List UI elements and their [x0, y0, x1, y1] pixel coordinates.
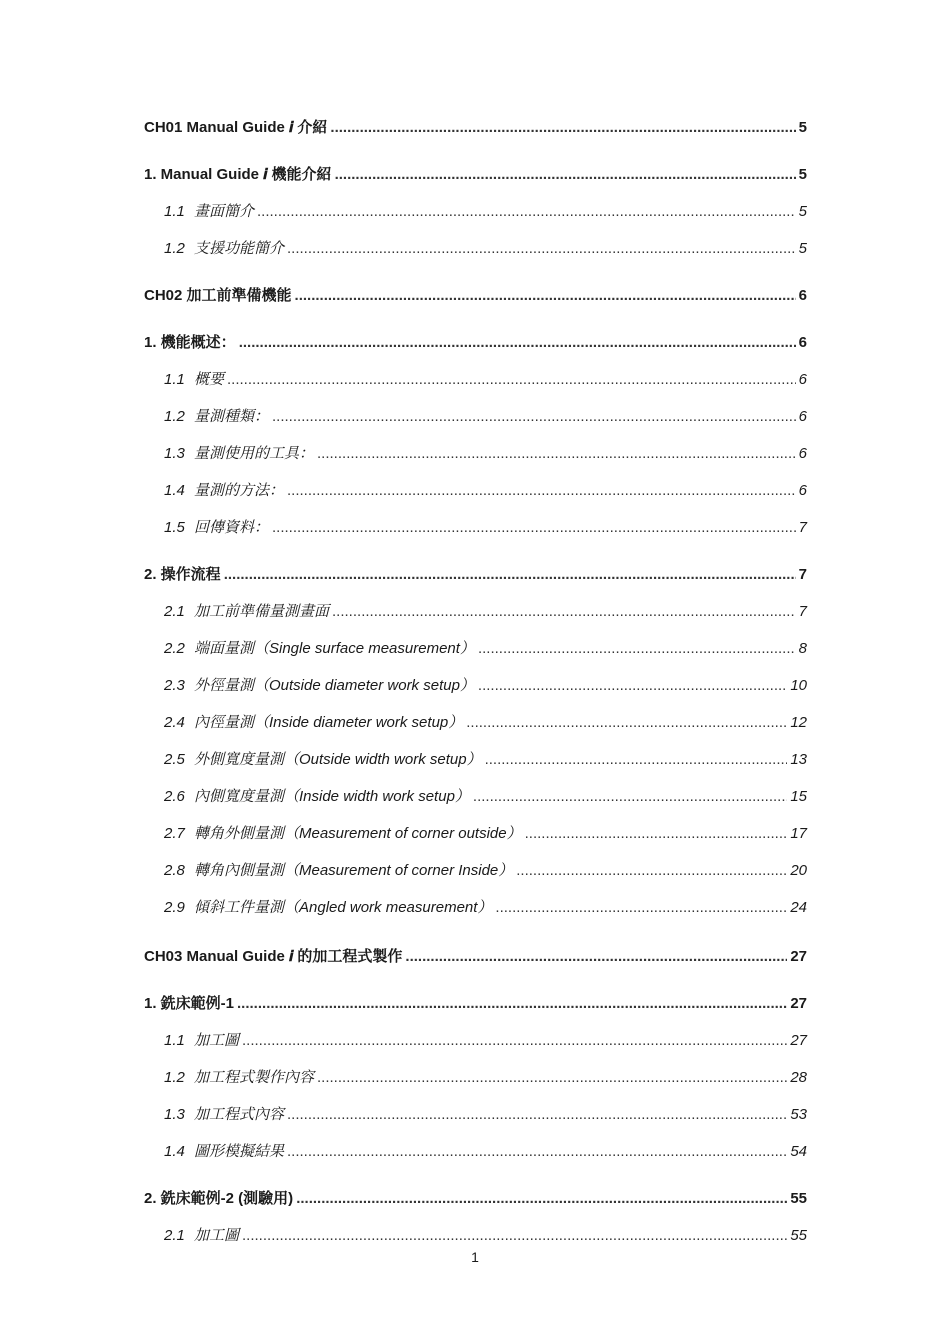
- toc-leader-dots: [478, 677, 787, 694]
- toc-section-entry[interactable]: [164, 1066, 807, 1087]
- toc-section-entry[interactable]: [164, 1029, 807, 1050]
- toc-entry-title: 加工圖: [194, 1032, 240, 1049]
- toc-entry-number: 1.2: [164, 240, 185, 257]
- toc-entry-page: 54: [790, 1143, 807, 1160]
- toc-section-entry[interactable]: [164, 896, 807, 917]
- toc-leader-dots: [317, 1069, 787, 1086]
- toc-leader-dots: [516, 862, 787, 879]
- toc-entry-page: 6: [798, 482, 807, 499]
- toc-entry-title: CH03 Manual Guide 𝒊 的加工程式製作: [144, 948, 403, 965]
- toc-section-entry[interactable]: [164, 1140, 807, 1161]
- toc-entry-title: 加工程式製作內容: [194, 1069, 315, 1086]
- toc-entry-number: 1.3: [164, 445, 185, 462]
- toc-leader-dots: [473, 788, 787, 805]
- toc-leader-dots: [317, 445, 796, 462]
- toc-leader-dots: [239, 334, 796, 351]
- toc-entry-page: 5: [798, 166, 807, 183]
- toc-section-entry[interactable]: [164, 674, 807, 695]
- toc-section-entry[interactable]: [164, 1224, 807, 1245]
- toc-entry-title: 加工前準備量測畫面: [194, 603, 330, 620]
- toc-leader-dots: [295, 287, 796, 304]
- toc-entry-page: 5: [798, 119, 807, 136]
- toc-entry-title: 回傳資料：: [194, 519, 270, 536]
- toc-section-entry[interactable]: [164, 1103, 807, 1124]
- toc-entry-number: 2.8: [164, 862, 185, 879]
- toc-leader-dots: [242, 1227, 787, 1244]
- toc-entry-page: 8: [798, 640, 807, 657]
- toc-entry-page: 6: [798, 287, 807, 304]
- toc-section-entry[interactable]: [164, 748, 807, 769]
- toc-section-entry[interactable]: [164, 600, 807, 621]
- toc-entry-page: 27: [790, 995, 807, 1012]
- toc-entry-title: 圖形模擬結果: [194, 1143, 285, 1160]
- toc-section-entry[interactable]: [164, 237, 807, 258]
- toc-leader-dots: [227, 371, 796, 388]
- toc-entry-title: 端面量測（Single surface measurement）: [194, 640, 475, 657]
- toc-entry-page: 20: [790, 862, 807, 879]
- toc-entry-title: 加工圖: [194, 1227, 240, 1244]
- toc-leader-dots: [242, 1032, 787, 1049]
- toc-entry-number: 1.1: [164, 203, 185, 220]
- toc-entry-title: 外側寬度量測（Outside width work setup）: [194, 751, 482, 768]
- toc-entry-number: 2.1: [164, 1227, 185, 1244]
- toc-entry-number: 1.1: [164, 1032, 185, 1049]
- toc-section-entry[interactable]: [164, 822, 807, 843]
- toc-entry-number: 1.4: [164, 482, 185, 499]
- toc-chapter-entry[interactable]: [144, 992, 807, 1013]
- toc-leader-dots: [272, 408, 796, 425]
- toc-chapter-entry[interactable]: [144, 284, 807, 305]
- toc-entry-page: 5: [798, 203, 807, 220]
- toc-leader-dots: [478, 640, 796, 657]
- toc-entry-page: 55: [790, 1227, 807, 1244]
- toc-entry-page: 10: [790, 677, 807, 694]
- toc-chapter-entry[interactable]: [144, 563, 807, 584]
- toc-entry-number: 1.2: [164, 408, 185, 425]
- toc-entry-number: 2.9: [164, 899, 185, 916]
- toc-section-entry[interactable]: [164, 442, 807, 463]
- toc-entry-page: 55: [790, 1190, 807, 1207]
- page-number: 1: [471, 1249, 479, 1265]
- toc-entry-title: 量測種類：: [194, 408, 270, 425]
- toc-entry-title: 1. 機能概述：: [144, 334, 236, 351]
- toc-leader-dots: [330, 119, 795, 136]
- toc-entry-title: 2. 操作流程: [144, 566, 221, 583]
- toc-entry-page: 7: [798, 566, 807, 583]
- toc-section-entry[interactable]: [164, 785, 807, 806]
- toc-entry-page: 27: [790, 1032, 807, 1049]
- toc-entry-title: 支援功能簡介: [194, 240, 285, 257]
- toc-entry-number: 2.4: [164, 714, 185, 731]
- toc-entry-title: 傾斜工件量測（Angled work measurement）: [194, 899, 493, 916]
- toc-entry-number: 2.6: [164, 788, 185, 805]
- toc-entry-page: 6: [798, 445, 807, 462]
- toc-entry-page: 7: [798, 519, 807, 536]
- toc-entry-page: 6: [798, 408, 807, 425]
- toc-entry-title: 量測使用的工具：: [194, 445, 315, 462]
- toc-entry-title: 內側寬度量測（Inside width work setup）: [194, 788, 470, 805]
- toc-entry-page: 17: [790, 825, 807, 842]
- toc-entry-title: 1. Manual Guide 𝒊 機能介紹: [144, 166, 332, 183]
- toc-entry-number: 1.3: [164, 1106, 185, 1123]
- toc-leader-dots: [495, 899, 787, 916]
- toc-entry-page: 7: [798, 603, 807, 620]
- toc-entry-title: 1. 銑床範例-1: [144, 995, 235, 1012]
- toc-entry-page: 12: [790, 714, 807, 731]
- toc-entry-title: 畫面簡介: [194, 203, 255, 220]
- toc-leader-dots: [332, 603, 796, 620]
- toc-entry-page: 28: [790, 1069, 807, 1086]
- toc-leader-dots: [287, 482, 796, 499]
- toc-leader-dots: [335, 166, 796, 183]
- toc-leader-dots: [287, 1143, 787, 1160]
- toc-entry-title: 外徑量測（Outside diameter work setup）: [194, 677, 475, 694]
- toc-entry-page: 53: [790, 1106, 807, 1123]
- toc-entry-page: 15: [790, 788, 807, 805]
- toc-leader-dots: [405, 948, 787, 965]
- toc-section-entry[interactable]: [164, 637, 807, 658]
- toc-leader-dots: [525, 825, 788, 842]
- toc-entry-page: 24: [790, 899, 807, 916]
- toc-chapter-entry[interactable]: [144, 945, 807, 966]
- toc-leader-dots: [485, 751, 788, 768]
- toc-entry-title: CH01 Manual Guide 𝒊 介紹: [144, 119, 328, 136]
- toc-entry-page: 13: [790, 751, 807, 768]
- toc-leader-dots: [237, 995, 787, 1012]
- toc-entry-page: 5: [798, 240, 807, 257]
- toc-section-entry[interactable]: [164, 200, 807, 221]
- toc-entry-title: 量測的方法：: [194, 482, 285, 499]
- toc-leader-dots: [296, 1190, 787, 1207]
- toc-section-entry[interactable]: [164, 711, 807, 732]
- toc-entry-page: 6: [798, 334, 807, 351]
- toc-section-entry[interactable]: [164, 405, 807, 426]
- toc-entry-title: 轉角內側量測（Measurement of corner Inside）: [194, 862, 514, 879]
- toc-leader-dots: [224, 566, 796, 583]
- toc-entry-number: 2.2: [164, 640, 185, 657]
- toc-entry-number: 2.1: [164, 603, 185, 620]
- toc-leader-dots: [287, 1106, 787, 1123]
- toc-chapter-entry[interactable]: [144, 116, 807, 137]
- toc-leader-dots: [257, 203, 796, 220]
- toc-entry-title: 加工程式內容: [194, 1106, 285, 1123]
- toc-section-entry[interactable]: [164, 368, 807, 389]
- toc-entry-title: 概要: [194, 371, 225, 388]
- toc-entry-title: 內徑量測（Inside diameter work setup）: [194, 714, 464, 731]
- toc-entry-title: CH02 加工前準備機能: [144, 287, 292, 304]
- toc-entry-number: 1.4: [164, 1143, 185, 1160]
- toc-section-entry[interactable]: [164, 859, 807, 880]
- toc-entry-number: 1.2: [164, 1069, 185, 1086]
- toc-entry-number: 2.7: [164, 825, 185, 842]
- toc-entry-number: 2.5: [164, 751, 185, 768]
- toc-section-entry[interactable]: [164, 479, 807, 500]
- toc-entry-title: 2. 銑床範例-2 (測驗用): [144, 1190, 294, 1207]
- toc-entry-page: 6: [798, 371, 807, 388]
- toc-entry-title: 轉角外側量測（Measurement of corner outside）: [194, 825, 522, 842]
- toc-chapter-entry[interactable]: [144, 163, 807, 184]
- toc-leader-dots: [272, 519, 796, 536]
- toc-entry-page: 27: [790, 948, 807, 965]
- toc-section-entry[interactable]: [164, 516, 807, 537]
- toc-entry-number: 2.3: [164, 677, 185, 694]
- toc-entry-number: 1.5: [164, 519, 185, 536]
- toc-chapter-entry[interactable]: [144, 331, 807, 352]
- toc-entry-number: 1.1: [164, 371, 185, 388]
- toc-leader-dots: [287, 240, 796, 257]
- toc-chapter-entry[interactable]: [144, 1187, 807, 1208]
- toc-leader-dots: [466, 714, 787, 731]
